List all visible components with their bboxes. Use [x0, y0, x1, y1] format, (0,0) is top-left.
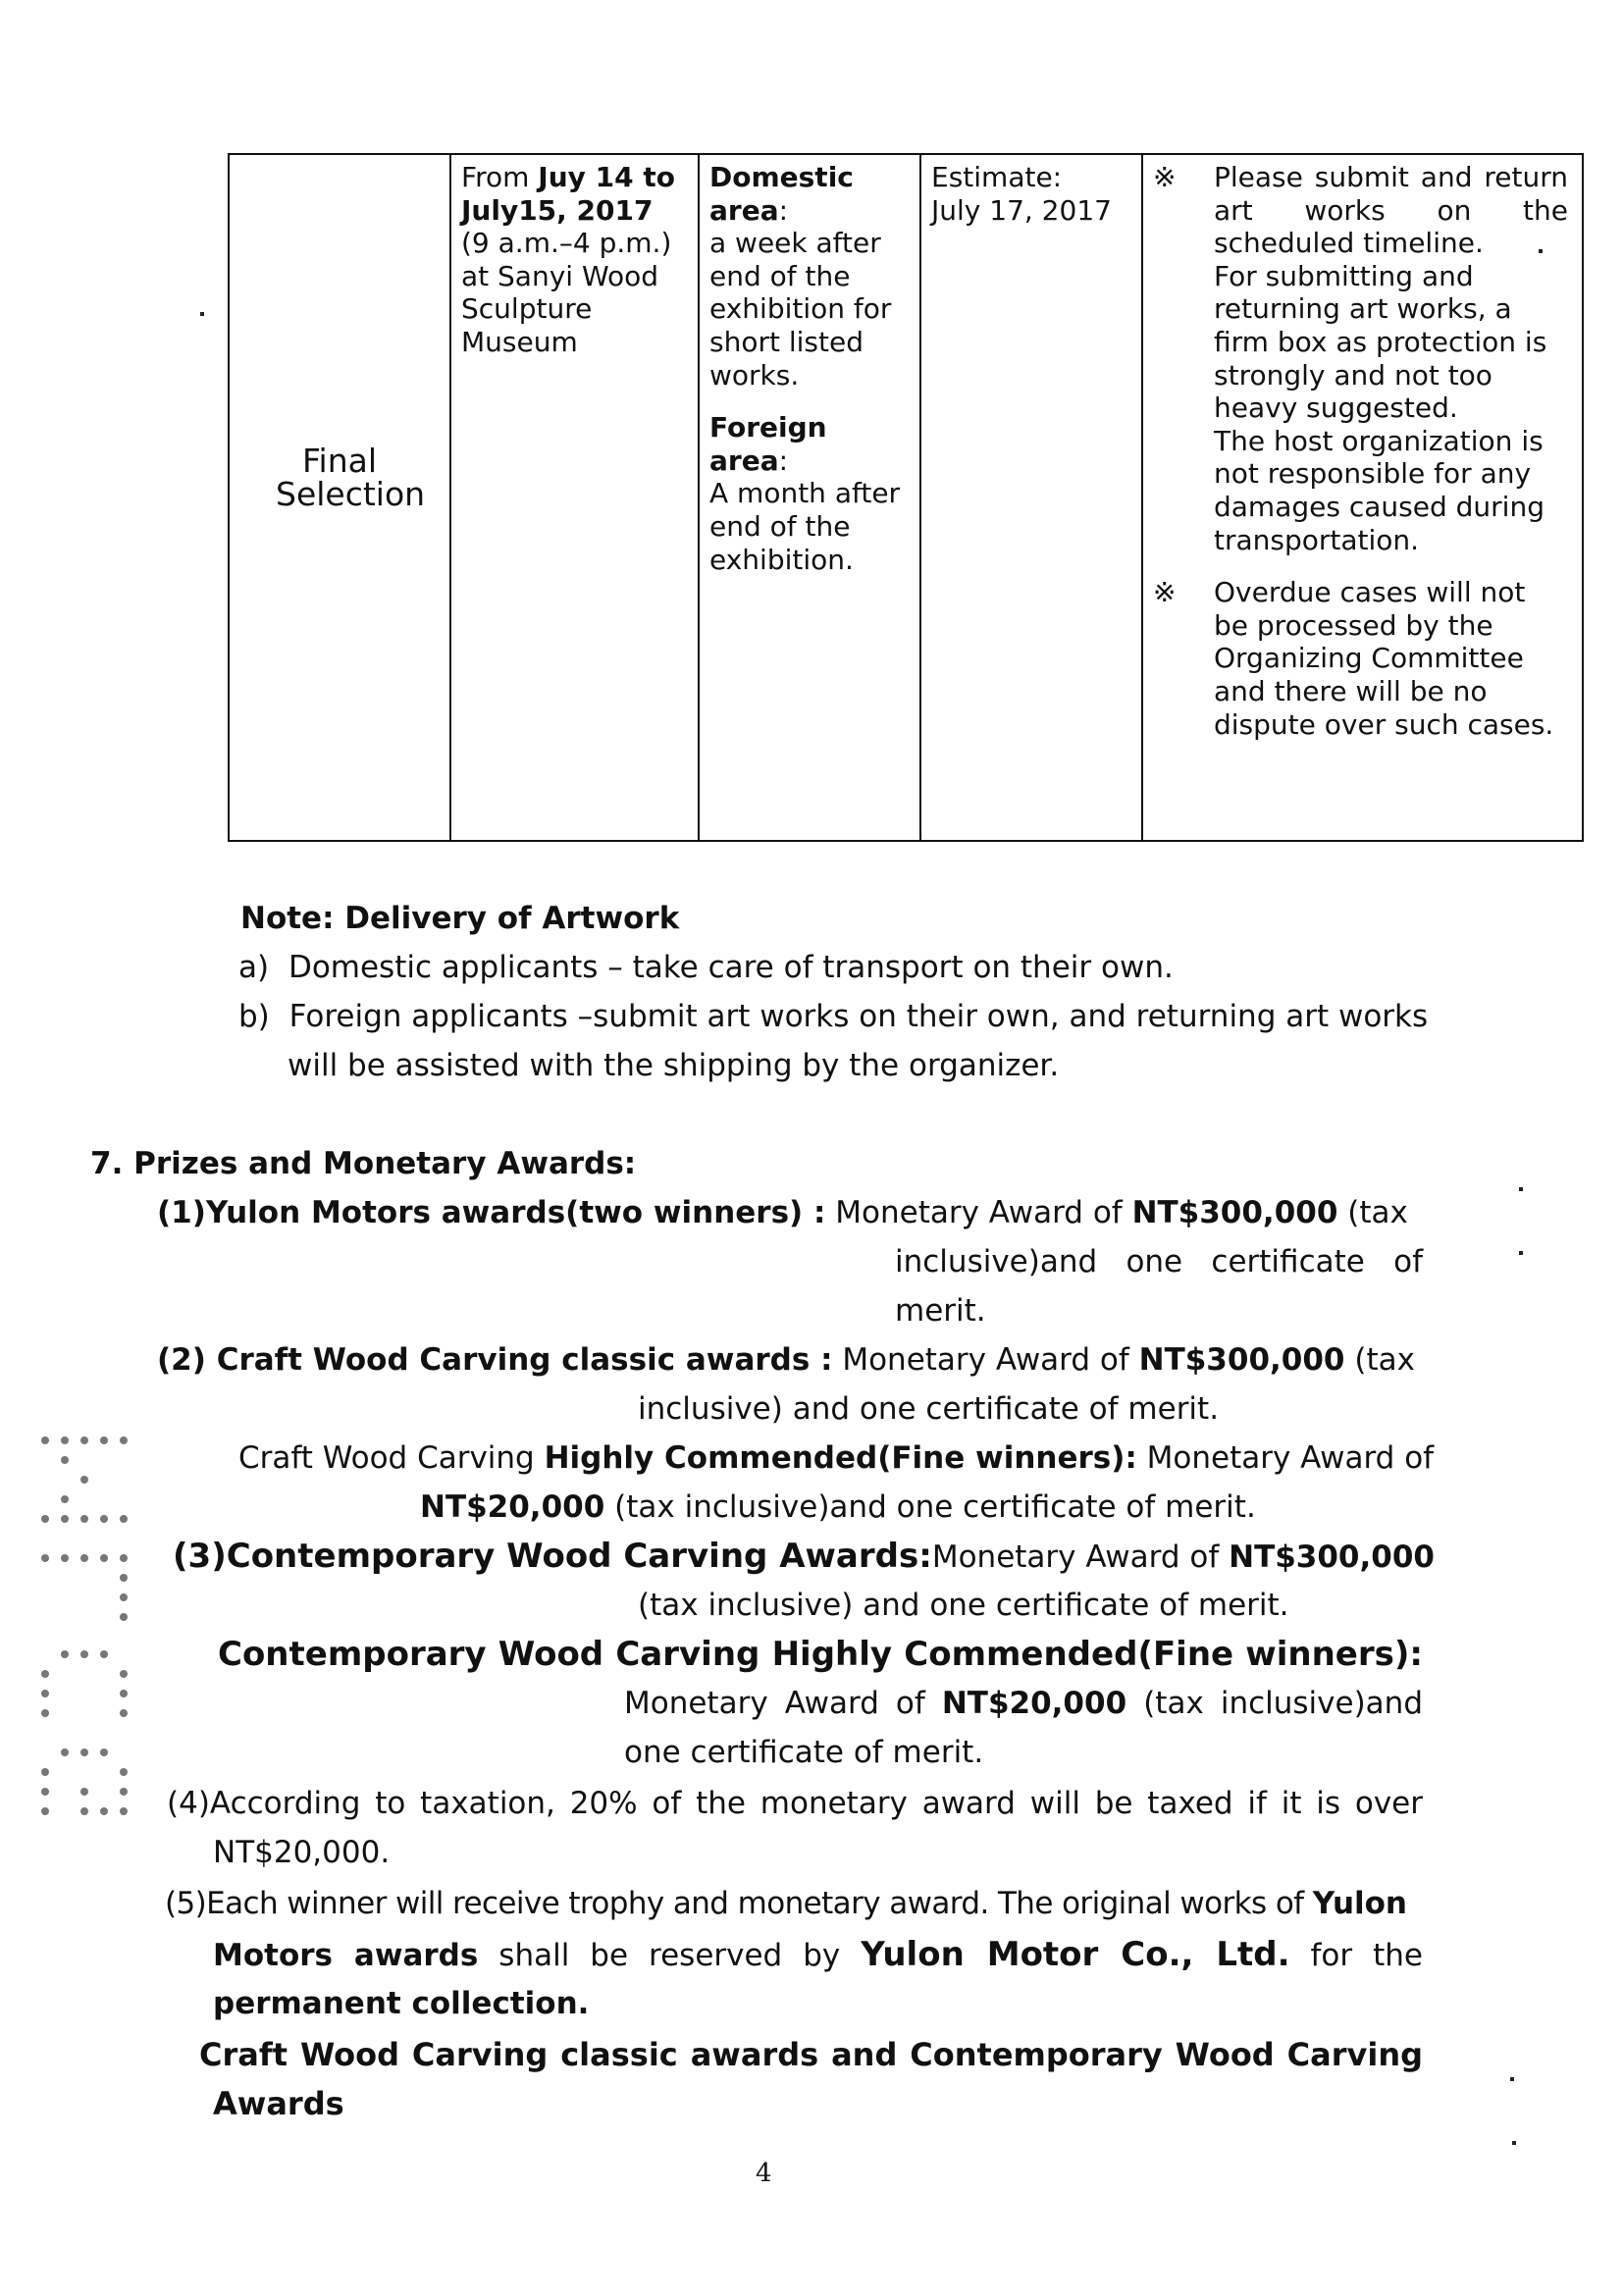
note-text: Overdue cases will not be processed by the Organizing Committee and there will be no dispute over such cases. — [1214, 576, 1554, 741]
page-number: 4 — [756, 2159, 772, 2188]
note-text: Please submit and return art works on the scheduled timeline. — [1214, 161, 1568, 260]
venue: at Sanyi Wood Sculpture Museum — [461, 259, 659, 358]
prize-text: one certificate of merit. — [624, 1735, 984, 1770]
domestic-label: Domestic area — [709, 161, 854, 227]
prize-label: Highly Commended(Fine winners): — [544, 1440, 1137, 1476]
hours: (9 a.m.–4 p.m.) — [461, 227, 672, 260]
trailing-heading: Craft Wood Carving classic awards and Contemporary Wood Carving — [199, 2036, 1423, 2073]
prize-amount: NT$20,000 — [420, 1489, 605, 1525]
scan-speck — [1519, 1187, 1523, 1191]
prize-text: Monetary Award of — [825, 1195, 1132, 1230]
prize-amount: NT$300,000 — [1138, 1342, 1345, 1378]
prize-item-3 — [173, 1537, 1435, 1577]
prize-text: (tax inclusive)and one certificate of merit. — [604, 1489, 1256, 1525]
announce-cell — [920, 154, 1142, 841]
scan-speck — [200, 312, 204, 316]
date-prefix: From — [461, 161, 539, 193]
prize-text: Monetary Award of — [931, 1539, 1230, 1575]
prize-text: Monetary Award of — [832, 1342, 1139, 1378]
prize-amount: NT$300,000 — [1229, 1539, 1435, 1575]
prize-text: Monetary Award of — [1136, 1440, 1435, 1476]
prizes-heading: 7. Prizes and Monetary Awards: — [90, 1146, 637, 1181]
prize-text: (tax — [1337, 1195, 1408, 1230]
prize-amount: NT$300,000 — [1131, 1195, 1338, 1230]
schedule-table — [228, 153, 1584, 842]
foreign-label: Foreign area — [709, 411, 827, 477]
delivery-item-b — [238, 997, 1428, 1036]
notes-cell — [1142, 154, 1583, 841]
note-text: For submitting and returning art works, a firm box as protection is strongly and not too heavy suggested. — [1214, 259, 1547, 425]
prize-text: Motors awards — [213, 1938, 479, 1973]
prize-text: NT$20,000. — [213, 1835, 391, 1870]
prize-label: (3)Contemporary Wood Carving Awards: — [173, 1537, 932, 1576]
prize-item-1 — [157, 1193, 1408, 1232]
prize-item-2b-line2 — [420, 1487, 1256, 1527]
colon: : — [778, 193, 789, 227]
date-range: Juy 14 to July15, 2017 — [461, 161, 675, 227]
prize-text: Craft Wood Carving — [238, 1440, 545, 1476]
estimate-date: July 17, 2017 — [931, 193, 1112, 227]
prize-text: shall be reserved by — [478, 1938, 862, 1973]
prize-item-2 — [157, 1340, 1415, 1380]
domestic-text: a week after end of the exhibition for short listed works. — [709, 227, 892, 391]
note-text: The host organization is not responsible for any damages caused during transportation. — [1214, 424, 1544, 556]
company-name: Yulon Motor Co., Ltd. — [861, 1935, 1290, 1974]
prize-item-2b — [238, 1438, 1434, 1478]
prize-label: Contemporary Wood Carving Highly Commended(Fine winners): — [218, 1635, 1423, 1674]
prize-item-5 — [165, 1884, 1407, 1923]
prize-amount: NT$20,000 — [941, 1686, 1127, 1721]
scan-speck — [1519, 1251, 1523, 1255]
foreign-text: A month after end of the exhibition. — [709, 477, 901, 576]
prize-text: (tax — [1344, 1342, 1415, 1378]
prize-item-5-line2 — [213, 1935, 1423, 1975]
note-item — [1153, 576, 1568, 741]
scan-speck — [1510, 2077, 1514, 2081]
reference-mark-icon: ※ — [1153, 161, 1177, 193]
prize-text: inclusive)and one certificate of — [895, 1244, 1423, 1279]
stage-cell — [229, 154, 450, 841]
list-text: Foreign applicants –submit art works on their own, and returning art works — [288, 999, 1429, 1034]
prize-text: merit. — [895, 1293, 986, 1329]
prize-item-3b-line2 — [624, 1684, 1423, 1723]
prize-label: (2) Craft Wood Carving classic awards : — [157, 1342, 833, 1378]
reference-mark-icon: ※ — [1153, 576, 1177, 609]
prize-text: inclusive) and one certificate of merit. — [638, 1391, 1220, 1427]
stage-label: Final Selection — [276, 442, 426, 513]
trailing-heading: Awards — [213, 2085, 344, 2122]
prize-text: (tax inclusive)and — [1126, 1686, 1423, 1721]
prize-item-4: (4)According to taxation, 20% of the monetary award will be taxed if it is over — [167, 1786, 1423, 1821]
colon: : — [778, 444, 789, 477]
delivery-item-a — [238, 948, 1174, 987]
dot-matrix-stamp — [29, 1423, 147, 1835]
list-text: will be assisted with the shipping by the organizer. — [288, 1048, 1060, 1083]
scan-speck — [1512, 2141, 1516, 2145]
list-marker: b) — [238, 999, 270, 1034]
prize-text: for the — [1289, 1938, 1423, 1973]
prize-text: Yulon — [1312, 1886, 1408, 1921]
list-marker: a) — [238, 950, 270, 985]
prize-text: (tax inclusive) and one certificate of merit. — [638, 1588, 1289, 1623]
prize-text: (5)Each winner will receive trophy and monetary award. The original works of — [165, 1886, 1313, 1921]
return-cell — [699, 154, 920, 841]
note-item — [1153, 161, 1568, 556]
prize-text: permanent collection. — [213, 1986, 590, 2021]
delivery-note-title: Note: Delivery of Artwork — [240, 901, 680, 936]
table-row — [229, 154, 1583, 841]
estimate-label: Estimate: — [931, 161, 1063, 193]
prize-text: Monetary Award of — [624, 1686, 942, 1721]
scan-speck — [1539, 249, 1543, 253]
list-text: Domestic applicants – take care of transport on their own. — [288, 950, 1174, 985]
prize-label: (1)Yulon Motors awards(two winners) : — [157, 1195, 826, 1230]
date-place-cell — [450, 154, 699, 841]
